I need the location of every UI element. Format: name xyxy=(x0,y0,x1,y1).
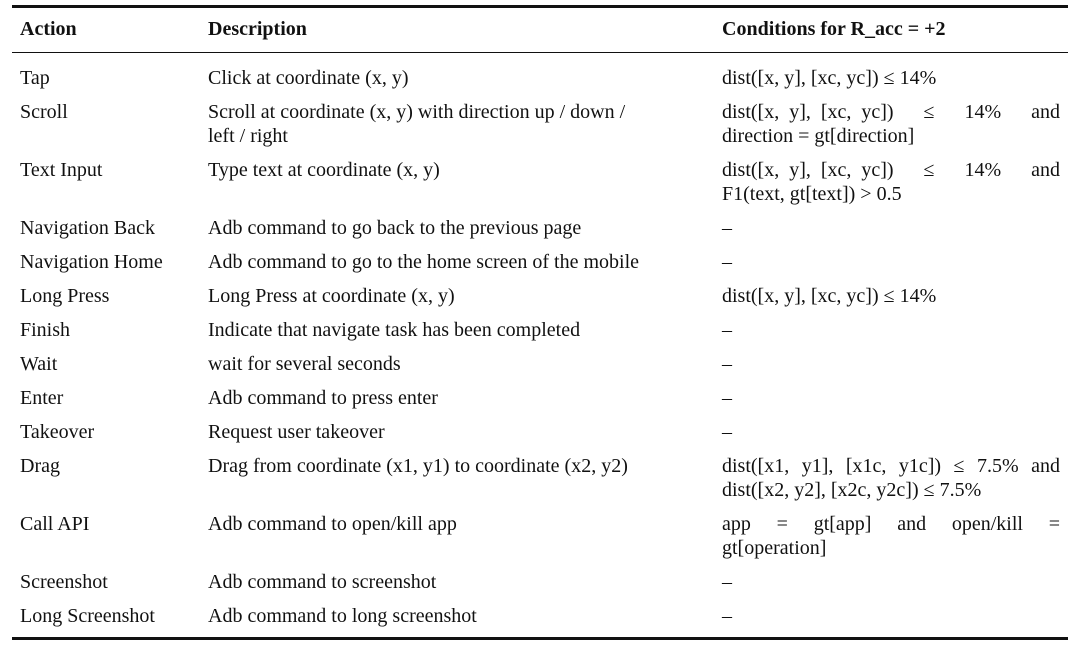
header-action: Action xyxy=(20,18,77,40)
table-header xyxy=(12,8,1068,52)
conditions-cell xyxy=(722,454,1060,502)
description-cell-line: Click at coordinate (x, y) xyxy=(208,67,409,89)
conditions-cell-line: app = gt[app] and open/kill = xyxy=(722,513,1060,535)
action-cell: Wait xyxy=(20,353,58,375)
action-cell: Text Input xyxy=(20,159,103,181)
table-row xyxy=(12,279,1068,313)
table-row xyxy=(12,347,1068,381)
table-row xyxy=(12,415,1068,449)
description-cell-line: left / right xyxy=(208,125,288,147)
action-cell: Call API xyxy=(20,513,90,535)
table-row xyxy=(12,211,1068,245)
conditions-cell xyxy=(722,352,1060,376)
description-cell xyxy=(208,284,722,308)
description-cell xyxy=(208,454,722,502)
table-row xyxy=(12,313,1068,347)
description-cell xyxy=(208,66,722,90)
table-row xyxy=(12,61,1068,95)
table-row xyxy=(12,565,1068,599)
conditions-cell xyxy=(722,570,1060,594)
description-cell xyxy=(208,100,722,148)
description-cell-line: Adb command to go back to the previous page xyxy=(208,217,582,239)
conditions-cell-line: – xyxy=(722,571,732,593)
conditions-cell xyxy=(722,604,1060,628)
table-row xyxy=(12,599,1068,633)
conditions-cell-line: gt[operation] xyxy=(722,537,827,559)
conditions-cell-line: – xyxy=(722,605,732,627)
action-cell: Takeover xyxy=(20,421,95,443)
header-conditions: Conditions for R_acc = +2 xyxy=(722,18,946,40)
conditions-cell xyxy=(722,420,1060,444)
table-body xyxy=(12,53,1068,637)
table-row xyxy=(12,95,1068,153)
conditions-cell-line: dist([x, y], [xc, yc]) ≤ 14% and xyxy=(722,159,1060,181)
table-row xyxy=(12,381,1068,415)
description-cell xyxy=(208,512,722,560)
action-cell: Drag xyxy=(20,455,60,477)
conditions-cell xyxy=(722,318,1060,342)
action-cell: Enter xyxy=(20,387,64,409)
description-cell-line: Indicate that navigate task has been completed xyxy=(208,319,581,341)
description-cell xyxy=(208,604,722,628)
conditions-cell-line: dist([x1, y1], [x1c, y1c]) ≤ 7.5% and xyxy=(722,455,1060,477)
action-cell: Navigation Home xyxy=(20,251,163,273)
description-cell-line: Scroll at coordinate (x, y) with direction up / down / xyxy=(208,101,626,123)
description-cell-line: Drag from coordinate (x1, y1) to coordinate (x2, y2) xyxy=(208,455,628,477)
bottom-rule xyxy=(12,637,1068,640)
conditions-cell-line: – xyxy=(722,387,732,409)
action-cell: Scroll xyxy=(20,101,68,123)
conditions-cell xyxy=(722,100,1060,148)
action-cell: Tap xyxy=(20,67,50,89)
description-cell xyxy=(208,570,722,594)
description-cell-line: Adb command to screenshot xyxy=(208,571,437,593)
description-cell xyxy=(208,158,722,206)
action-cell: Long Screenshot xyxy=(20,605,155,627)
description-cell xyxy=(208,250,722,274)
conditions-cell xyxy=(722,158,1060,206)
description-cell-line: Adb command to go to the home screen of the mobile xyxy=(208,251,640,273)
conditions-cell xyxy=(722,386,1060,410)
conditions-cell-line: – xyxy=(722,353,732,375)
action-cell: Navigation Back xyxy=(20,217,155,239)
action-cell: Screenshot xyxy=(20,571,108,593)
description-cell-line: Request user takeover xyxy=(208,421,385,443)
actions-table xyxy=(12,5,1068,640)
conditions-cell xyxy=(722,250,1060,274)
description-cell xyxy=(208,352,722,376)
table-row xyxy=(12,507,1068,565)
conditions-cell-line: – xyxy=(722,217,732,239)
description-cell-line: Adb command to long screenshot xyxy=(208,605,477,627)
conditions-cell-line: dist([x, y], [xc, yc]) ≤ 14% xyxy=(722,67,937,89)
conditions-cell-line: – xyxy=(722,319,732,341)
description-cell-line: Type text at coordinate (x, y) xyxy=(208,159,440,181)
conditions-cell-line: dist([x2, y2], [x2c, y2c]) ≤ 7.5% xyxy=(722,479,982,501)
description-cell xyxy=(208,386,722,410)
conditions-cell xyxy=(722,284,1060,308)
description-cell xyxy=(208,216,722,240)
conditions-cell-line: dist([x, y], [xc, yc]) ≤ 14% and xyxy=(722,101,1060,123)
conditions-cell-line: – xyxy=(722,251,732,273)
conditions-cell-line: – xyxy=(722,421,732,443)
table-row xyxy=(12,245,1068,279)
table-row xyxy=(12,449,1068,507)
conditions-cell-line: direction = gt[direction] xyxy=(722,125,915,147)
description-cell xyxy=(208,318,722,342)
conditions-cell xyxy=(722,216,1060,240)
conditions-cell xyxy=(722,512,1060,560)
description-cell-line: Adb command to open/kill app xyxy=(208,513,457,535)
description-cell xyxy=(208,420,722,444)
description-cell-line: Adb command to press enter xyxy=(208,387,438,409)
description-cell-line: Long Press at coordinate (x, y) xyxy=(208,285,455,307)
description-cell-line: wait for several seconds xyxy=(208,353,401,375)
conditions-cell-line: dist([x, y], [xc, yc]) ≤ 14% xyxy=(722,285,937,307)
action-cell: Long Press xyxy=(20,285,110,307)
action-cell: Finish xyxy=(20,319,71,341)
conditions-cell xyxy=(722,66,1060,90)
table-row xyxy=(12,153,1068,211)
conditions-cell-line: F1(text, gt[text]) > 0.5 xyxy=(722,183,902,205)
header-description: Description xyxy=(208,18,307,40)
